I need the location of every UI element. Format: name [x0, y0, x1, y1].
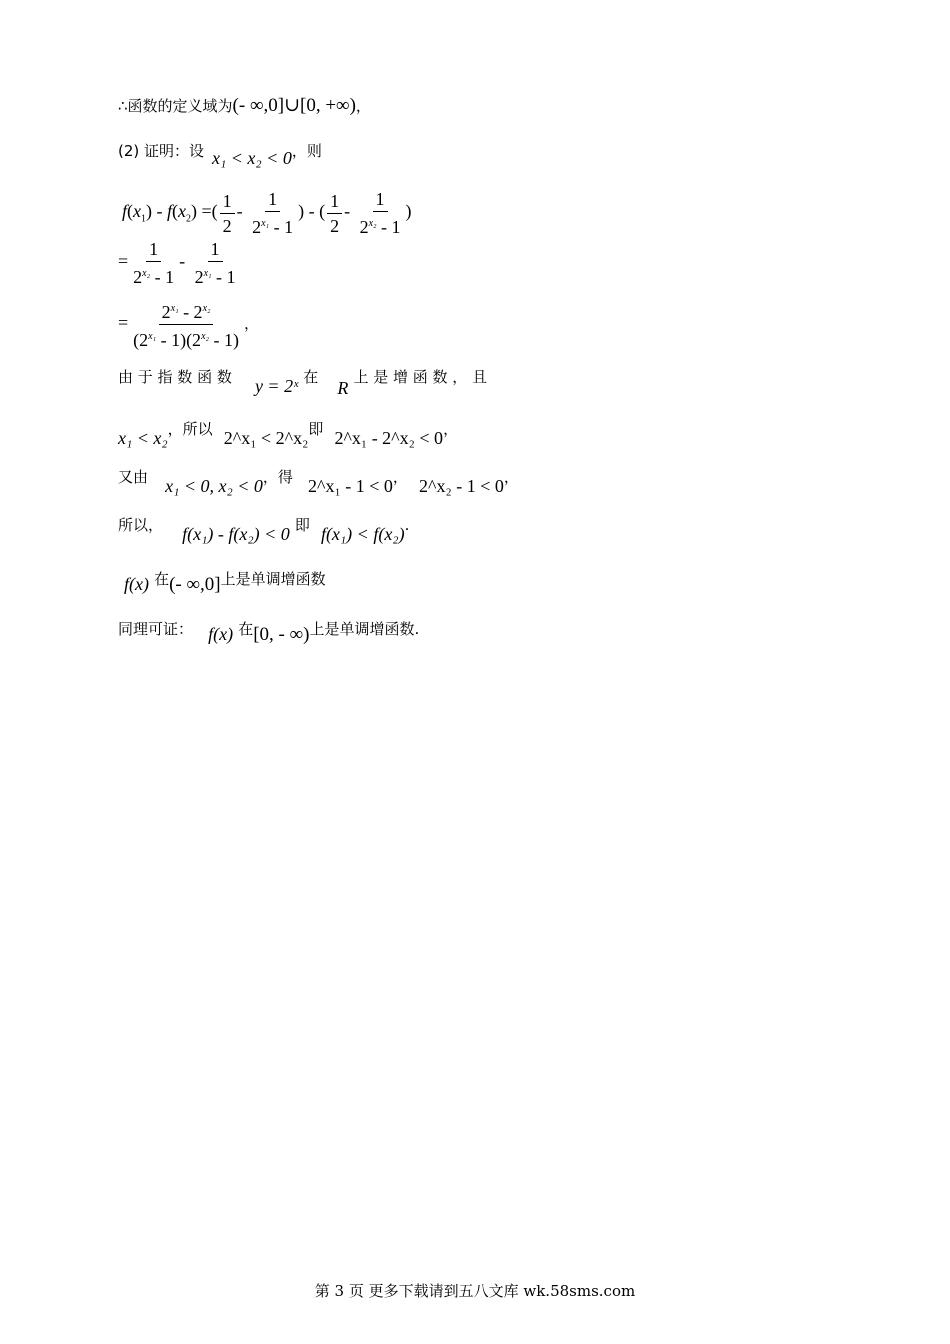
domain-line: ∴函数的定义域为(- ∞,0]∪[0, +∞)， — [118, 95, 371, 116]
proof-intro-line: (2) 证明：设 x₁ < x₂ < 0，则 — [118, 142, 322, 168]
negative-line: 又由 x₁ < 0, x₂ < 0，得 2^x₁ - 1 < 0， 2^x₂ - 1 < 0， — [118, 468, 519, 496]
page-footer: 第 3 页 更多下载请到五八文库 wk.58sms.com — [314, 1282, 636, 1300]
domain-text: ∴函数的定义域为 — [118, 97, 233, 115]
inequality-line: x₁ < x₂，所以 2^x₁ < 2^x₂即 2^x₁ - 2^x₂ < 0， — [118, 420, 459, 448]
monotonic-line-1: f(x) 在(- ∞,0]上是单调增函数 — [124, 570, 326, 595]
equation-line-1: $f(x_1) - f(x_2)$ =( $\frac{1}{2}$ - $\frac{1}{2^{x_1} - 1}$ ) - ( $\frac{1}{2}$ - $\frac{1}{2^{x_2} - 1}$ ) — [122, 189, 412, 237]
domain-math: (- ∞,0]∪[0, +∞) — [232, 95, 356, 116]
assumption-math: x₁ < x₂ < 0 — [212, 148, 292, 168]
conclusion-line: 所以， f(x₁) - f(x₂) < 0 即 f(x₁) < f(x₂). — [118, 516, 410, 544]
monotonic-line-2: 同理可证： f(x) 在[0, - ∞)上是单调增函数. — [118, 620, 420, 645]
equation-line-2: = $\frac{1}{2^{x_2} - 1}$ - $\frac{1}{2^{x_1} - 1}$ — [118, 239, 236, 287]
exponential-reason-line: 由 于 指 数 函 数 y = 2ˣ 在 R 上 是 增 函 数 ， 且 — [118, 368, 488, 398]
equation-line-3: = $\frac{2^{x_1} - 2^{x_2}}{(2^{x_1} - 1)(2^{x_2} - 1)}$ ， — [118, 298, 259, 351]
